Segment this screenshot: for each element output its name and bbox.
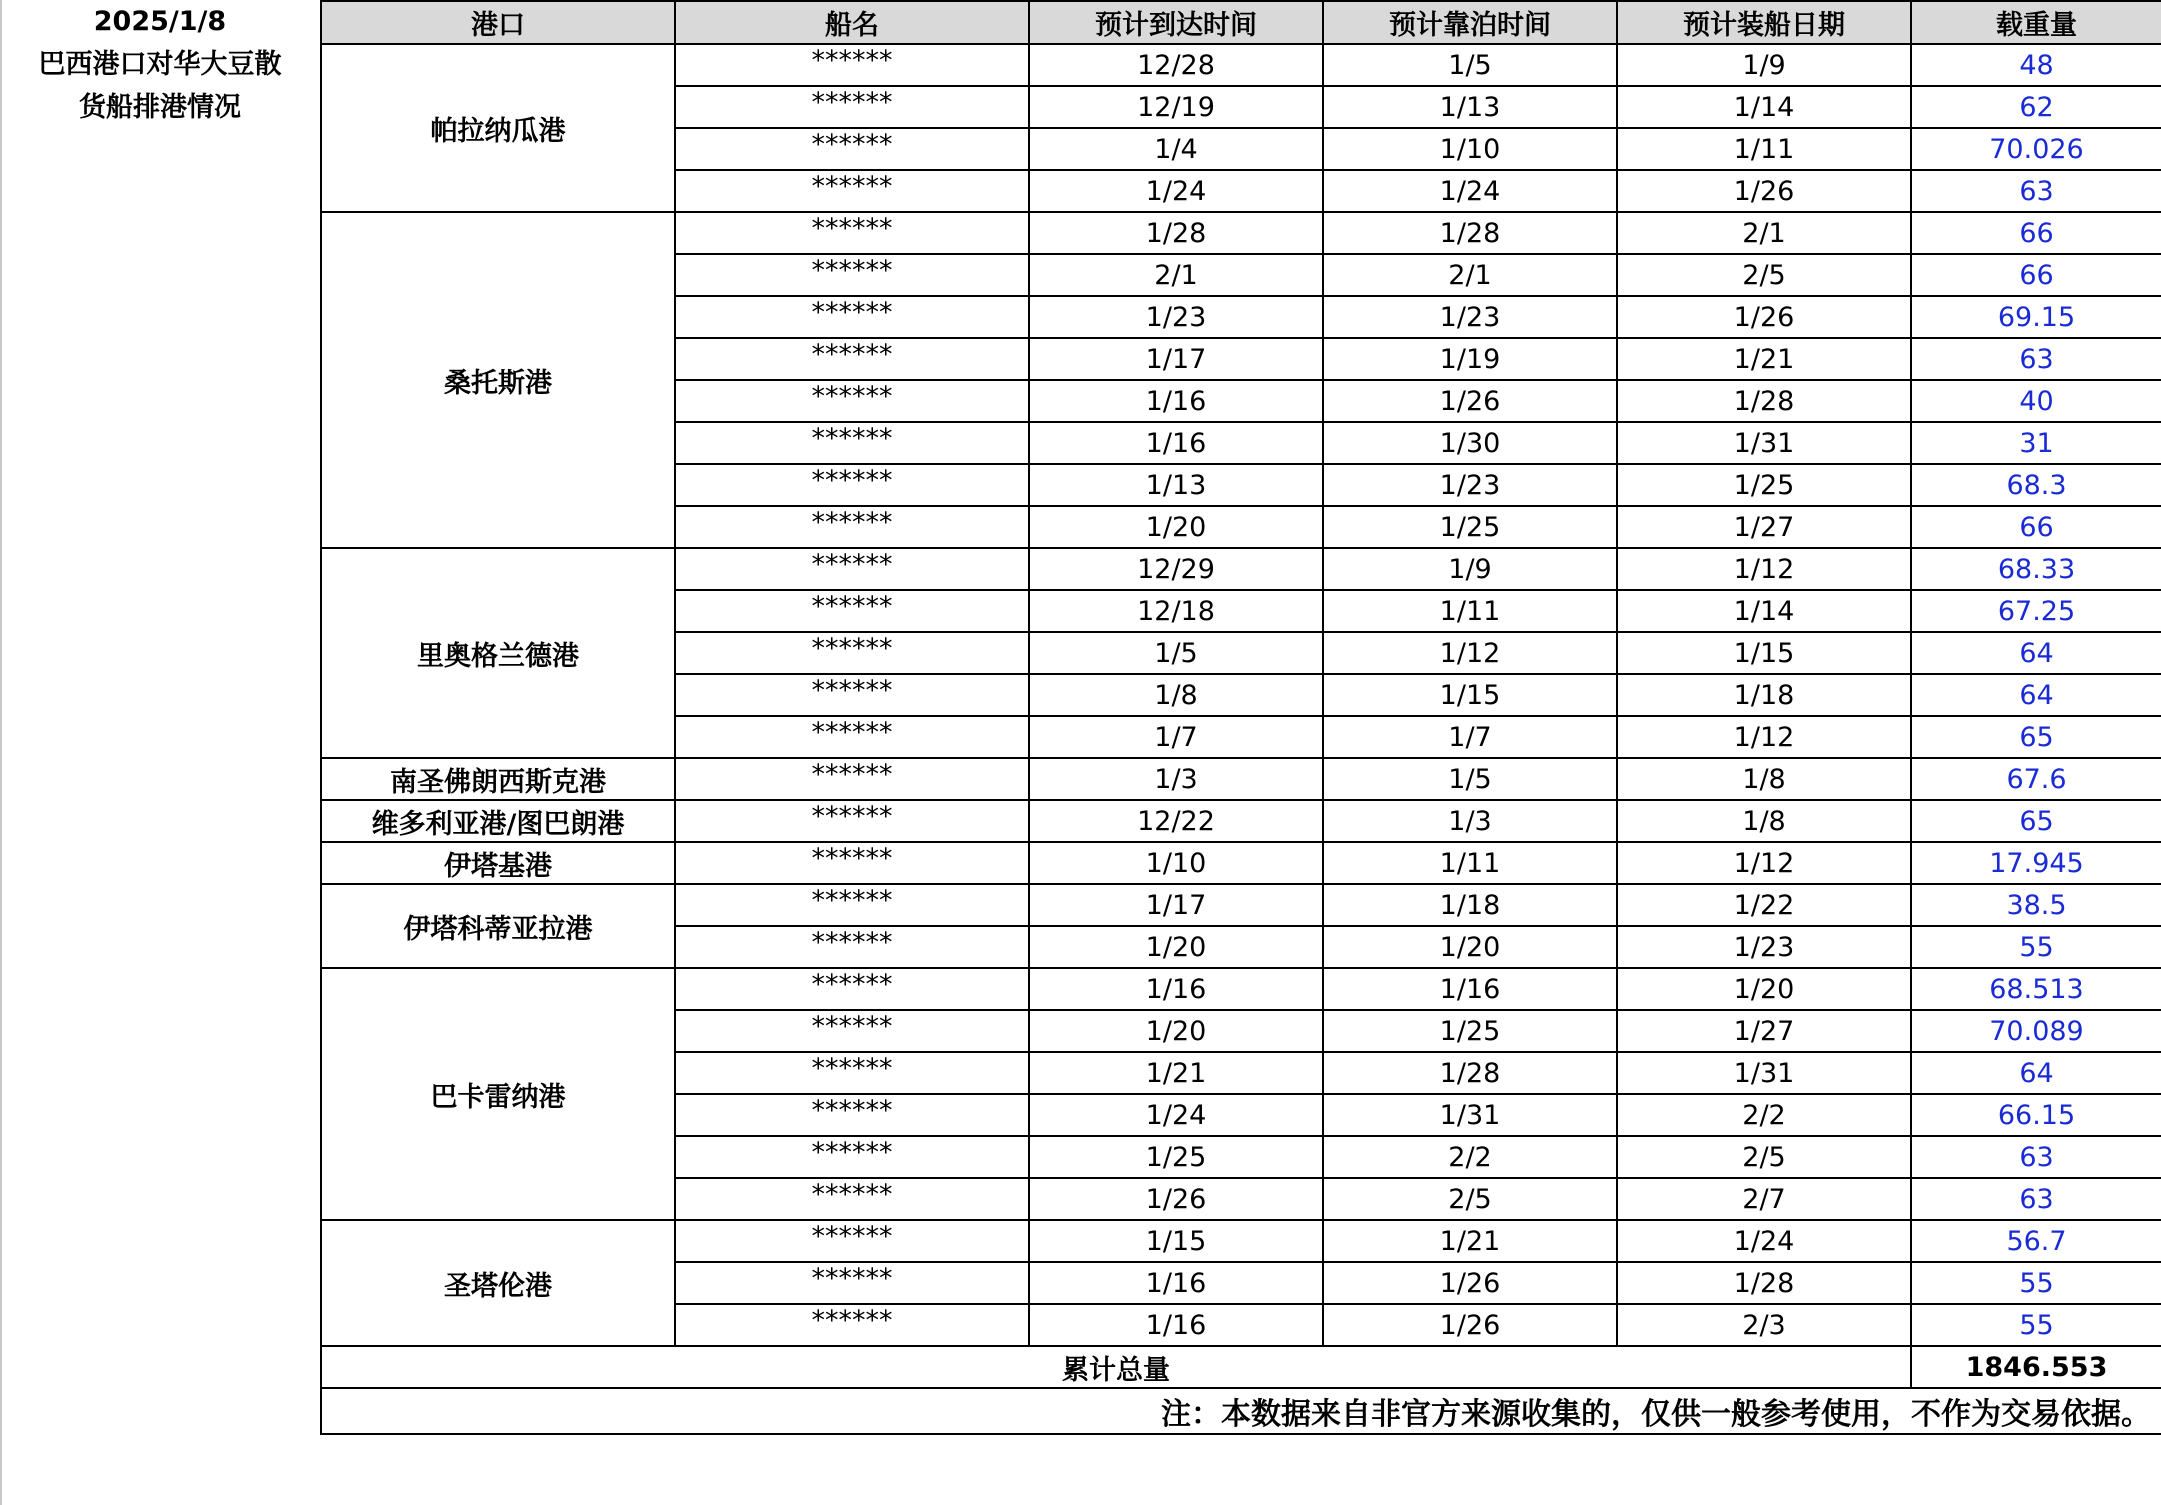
load-weight-cell[interactable]: 63 — [1911, 1178, 2161, 1220]
berthing-cell[interactable]: 1/28 — [1323, 1052, 1617, 1094]
berthing-cell[interactable]: 1/7 — [1323, 716, 1617, 758]
berthing-cell[interactable]: 1/23 — [1323, 296, 1617, 338]
loading-date-cell[interactable]: 1/27 — [1617, 506, 1911, 548]
loading-date-cell[interactable]: 1/12 — [1617, 716, 1911, 758]
eta-cell[interactable]: 1/5 — [1029, 632, 1323, 674]
load-weight-cell[interactable]: 63 — [1911, 170, 2161, 212]
berthing-cell[interactable]: 1/5 — [1323, 758, 1617, 800]
port-name-cell[interactable]: 巴卡雷纳港 — [321, 968, 675, 1220]
berthing-cell[interactable]: 1/13 — [1323, 86, 1617, 128]
loading-date-cell[interactable]: 1/31 — [1617, 422, 1911, 464]
load-weight-cell[interactable]: 63 — [1911, 1136, 2161, 1178]
ship-name-cell[interactable]: ****** — [675, 1010, 1029, 1052]
title-date: 2025/1/8 — [93, 6, 227, 37]
table-row — [321, 212, 2161, 254]
header-load-weight[interactable]: 载重量 — [1911, 1, 2161, 44]
ship-name-cell[interactable]: ****** — [675, 1220, 1029, 1262]
eta-cell[interactable]: 1/16 — [1029, 380, 1323, 422]
loading-date-cell[interactable]: 1/31 — [1617, 1052, 1911, 1094]
loading-date-cell[interactable]: 1/9 — [1617, 44, 1911, 86]
ship-name-cell[interactable]: ****** — [675, 590, 1029, 632]
eta-cell[interactable]: 1/17 — [1029, 884, 1323, 926]
title-line-1: 巴西港口对华大豆散 — [38, 49, 282, 80]
sheet-left-edge — [0, 0, 2, 1505]
ship-name-cell[interactable]: ****** — [675, 632, 1029, 674]
port-name-cell[interactable]: 伊塔科蒂亚拉港 — [321, 884, 675, 968]
berthing-cell[interactable]: 1/18 — [1323, 884, 1617, 926]
berthing-cell[interactable]: 1/20 — [1323, 926, 1617, 968]
loading-date-cell[interactable]: 1/14 — [1617, 86, 1911, 128]
berthing-cell[interactable]: 1/16 — [1323, 968, 1617, 1010]
berthing-cell[interactable]: 1/9 — [1323, 548, 1617, 590]
loading-date-cell[interactable]: 2/7 — [1617, 1178, 1911, 1220]
load-weight-cell[interactable]: 65 — [1911, 716, 2161, 758]
eta-cell[interactable]: 1/20 — [1029, 506, 1323, 548]
ship-name-cell[interactable]: ****** — [675, 464, 1029, 506]
ship-name-cell[interactable]: ****** — [675, 716, 1029, 758]
ship-name-cell[interactable]: ****** — [675, 422, 1029, 464]
load-weight-cell[interactable]: 56.7 — [1911, 1220, 2161, 1262]
loading-date-cell[interactable]: 1/21 — [1617, 338, 1911, 380]
eta-cell[interactable]: 1/20 — [1029, 926, 1323, 968]
ship-name-cell[interactable]: ****** — [675, 44, 1029, 86]
header-loading-date[interactable]: 预计装船日期 — [1617, 1, 1911, 44]
berthing-cell[interactable]: 1/19 — [1323, 338, 1617, 380]
ship-name-cell[interactable]: ****** — [675, 800, 1029, 842]
ship-name-cell[interactable]: ****** — [675, 296, 1029, 338]
table-row — [321, 548, 2161, 590]
load-weight-cell[interactable]: 68.33 — [1911, 548, 2161, 590]
berthing-cell[interactable]: 1/5 — [1323, 44, 1617, 86]
table-row — [321, 884, 2161, 926]
loading-date-cell[interactable]: 1/18 — [1617, 674, 1911, 716]
load-weight-cell[interactable]: 63 — [1911, 338, 2161, 380]
table-row — [321, 1220, 2161, 1262]
title-line-2: 货船排港情况 — [79, 92, 241, 123]
berthing-cell[interactable]: 1/24 — [1323, 170, 1617, 212]
loading-date-cell[interactable]: 1/25 — [1617, 464, 1911, 506]
loading-date-cell[interactable]: 1/28 — [1617, 380, 1911, 422]
load-weight-cell[interactable]: 68.513 — [1911, 968, 2161, 1010]
load-weight-cell[interactable]: 66 — [1911, 212, 2161, 254]
loading-date-cell[interactable]: 1/15 — [1617, 632, 1911, 674]
loading-date-cell[interactable]: 1/14 — [1617, 590, 1911, 632]
berthing-cell[interactable]: 2/1 — [1323, 254, 1617, 296]
load-weight-cell[interactable]: 69.15 — [1911, 296, 2161, 338]
ship-name-cell[interactable]: ****** — [675, 758, 1029, 800]
load-weight-cell[interactable]: 64 — [1911, 1052, 2161, 1094]
header-port[interactable]: 港口 — [321, 1, 675, 44]
loading-date-cell[interactable]: 1/23 — [1617, 926, 1911, 968]
eta-cell[interactable]: 1/16 — [1029, 422, 1323, 464]
eta-cell[interactable]: 1/16 — [1029, 1262, 1323, 1304]
eta-cell[interactable]: 1/24 — [1029, 1094, 1323, 1136]
ship-name-cell[interactable]: ****** — [675, 926, 1029, 968]
header-eta[interactable]: 预计到达时间 — [1029, 1, 1323, 44]
eta-cell[interactable]: 1/8 — [1029, 674, 1323, 716]
header-berthing[interactable]: 预计靠泊时间 — [1323, 1, 1617, 44]
ship-name-cell[interactable]: ****** — [675, 1052, 1029, 1094]
footnote[interactable]: 注：本数据来自非官方来源收集的，仅供一般参考使用，不作为交易依据。 — [321, 1388, 2161, 1434]
loading-date-cell[interactable]: 1/8 — [1617, 800, 1911, 842]
loading-date-cell[interactable]: 1/24 — [1617, 1220, 1911, 1262]
eta-cell[interactable]: 1/4 — [1029, 128, 1323, 170]
loading-date-cell[interactable]: 1/26 — [1617, 296, 1911, 338]
loading-date-cell[interactable]: 1/11 — [1617, 128, 1911, 170]
eta-cell[interactable]: 1/16 — [1029, 968, 1323, 1010]
load-weight-cell[interactable]: 38.5 — [1911, 884, 2161, 926]
table-row — [321, 842, 2161, 884]
eta-cell[interactable]: 1/7 — [1029, 716, 1323, 758]
header-row — [321, 1, 2161, 44]
berthing-cell[interactable]: 1/12 — [1323, 632, 1617, 674]
table-row — [321, 968, 2161, 1010]
header-ship-name[interactable]: 船名 — [675, 1, 1029, 44]
load-weight-cell[interactable]: 64 — [1911, 632, 2161, 674]
berthing-cell[interactable]: 1/10 — [1323, 128, 1617, 170]
berthing-cell[interactable]: 1/30 — [1323, 422, 1617, 464]
load-weight-cell[interactable]: 66 — [1911, 506, 2161, 548]
berthing-cell[interactable]: 1/11 — [1323, 842, 1617, 884]
ship-name-cell[interactable]: ****** — [675, 170, 1029, 212]
ship-name-cell[interactable]: ****** — [675, 1094, 1029, 1136]
berthing-cell[interactable]: 1/26 — [1323, 1304, 1617, 1346]
eta-cell[interactable]: 1/10 — [1029, 842, 1323, 884]
loading-date-cell[interactable]: 1/8 — [1617, 758, 1911, 800]
eta-cell[interactable]: 1/17 — [1029, 338, 1323, 380]
load-weight-cell[interactable]: 70.089 — [1911, 1010, 2161, 1052]
ship-name-cell[interactable]: ****** — [675, 1304, 1029, 1346]
ship-name-cell[interactable]: ****** — [675, 548, 1029, 590]
loading-date-cell[interactable]: 1/28 — [1617, 1262, 1911, 1304]
ship-name-cell[interactable]: ****** — [675, 968, 1029, 1010]
port-name-cell[interactable]: 桑托斯港 — [321, 212, 675, 548]
berthing-cell[interactable]: 1/23 — [1323, 464, 1617, 506]
eta-cell[interactable]: 1/20 — [1029, 1010, 1323, 1052]
berthing-cell[interactable]: 1/25 — [1323, 1010, 1617, 1052]
eta-cell[interactable]: 1/3 — [1029, 758, 1323, 800]
port-name-cell[interactable]: 南圣佛朗西斯克港 — [321, 758, 675, 800]
loading-date-cell[interactable]: 1/12 — [1617, 548, 1911, 590]
eta-cell[interactable]: 1/25 — [1029, 1136, 1323, 1178]
eta-cell[interactable]: 12/19 — [1029, 86, 1323, 128]
eta-cell[interactable]: 12/29 — [1029, 548, 1323, 590]
ship-name-cell[interactable]: ****** — [675, 1178, 1029, 1220]
berthing-cell[interactable]: 1/21 — [1323, 1220, 1617, 1262]
ship-name-cell[interactable]: ****** — [675, 506, 1029, 548]
berthing-cell[interactable]: 1/31 — [1323, 1094, 1617, 1136]
load-weight-cell[interactable]: 68.3 — [1911, 464, 2161, 506]
eta-cell[interactable]: 1/16 — [1029, 1304, 1323, 1346]
load-weight-cell[interactable]: 65 — [1911, 800, 2161, 842]
load-weight-cell[interactable]: 62 — [1911, 86, 2161, 128]
total-label[interactable]: 累计总量 — [321, 1346, 1911, 1388]
ship-name-cell[interactable]: ****** — [675, 128, 1029, 170]
note-row — [321, 1388, 2161, 1434]
port-name-cell[interactable]: 维多利亚港/图巴朗港 — [321, 800, 675, 842]
port-name-cell[interactable]: 里奥格兰德港 — [321, 548, 675, 758]
berthing-cell[interactable]: 1/26 — [1323, 1262, 1617, 1304]
load-weight-cell[interactable]: 67.25 — [1911, 590, 2161, 632]
berthing-cell[interactable]: 1/11 — [1323, 590, 1617, 632]
total-value[interactable]: 1846.553 — [1911, 1346, 2161, 1388]
ship-name-cell[interactable]: ****** — [675, 842, 1029, 884]
eta-cell[interactable]: 1/13 — [1029, 464, 1323, 506]
loading-date-cell[interactable]: 2/5 — [1617, 254, 1911, 296]
table-body — [321, 44, 2161, 1346]
berthing-cell[interactable]: 1/25 — [1323, 506, 1617, 548]
load-weight-cell[interactable]: 55 — [1911, 1304, 2161, 1346]
ship-name-cell[interactable]: ****** — [675, 1136, 1029, 1178]
load-weight-cell[interactable]: 55 — [1911, 926, 2161, 968]
berthing-cell[interactable]: 1/3 — [1323, 800, 1617, 842]
ship-name-cell[interactable]: ****** — [675, 1262, 1029, 1304]
eta-cell[interactable]: 2/1 — [1029, 254, 1323, 296]
ship-name-cell[interactable]: ****** — [675, 674, 1029, 716]
loading-date-cell[interactable]: 1/12 — [1617, 842, 1911, 884]
load-weight-cell[interactable]: 40 — [1911, 380, 2161, 422]
port-name-cell[interactable]: 帕拉纳瓜港 — [321, 44, 675, 212]
loading-date-cell[interactable]: 1/20 — [1617, 968, 1911, 1010]
loading-date-cell[interactable]: 2/5 — [1617, 1136, 1911, 1178]
berthing-cell[interactable]: 1/26 — [1323, 380, 1617, 422]
table-row — [321, 800, 2161, 842]
eta-cell[interactable]: 1/26 — [1029, 1178, 1323, 1220]
ship-name-cell[interactable]: ****** — [675, 212, 1029, 254]
berthing-cell[interactable]: 1/15 — [1323, 674, 1617, 716]
load-weight-cell[interactable]: 66 — [1911, 254, 2161, 296]
load-weight-cell[interactable]: 66.15 — [1911, 1094, 2161, 1136]
port-name-cell[interactable]: 圣塔伦港 — [321, 1220, 675, 1346]
loading-date-cell[interactable]: 1/22 — [1617, 884, 1911, 926]
ship-name-cell[interactable]: ****** — [675, 884, 1029, 926]
berthing-cell[interactable]: 2/5 — [1323, 1178, 1617, 1220]
loading-date-cell[interactable]: 1/27 — [1617, 1010, 1911, 1052]
table-row — [321, 44, 2161, 86]
eta-cell[interactable]: 1/21 — [1029, 1052, 1323, 1094]
ship-name-cell[interactable]: ****** — [675, 254, 1029, 296]
eta-cell[interactable]: 1/28 — [1029, 212, 1323, 254]
ship-name-cell[interactable]: ****** — [675, 86, 1029, 128]
eta-cell[interactable]: 1/24 — [1029, 170, 1323, 212]
load-weight-cell[interactable]: 70.026 — [1911, 128, 2161, 170]
sheet-title — [0, 0, 320, 140]
load-weight-cell[interactable]: 31 — [1911, 422, 2161, 464]
load-weight-cell[interactable]: 17.945 — [1911, 842, 2161, 884]
eta-cell[interactable]: 1/15 — [1029, 1220, 1323, 1262]
load-weight-cell[interactable]: 48 — [1911, 44, 2161, 86]
total-row — [321, 1346, 2161, 1388]
ship-name-cell[interactable]: ****** — [675, 338, 1029, 380]
loading-date-cell[interactable]: 1/26 — [1617, 170, 1911, 212]
berthing-cell[interactable]: 1/28 — [1323, 212, 1617, 254]
loading-date-cell[interactable]: 2/2 — [1617, 1094, 1911, 1136]
load-weight-cell[interactable]: 55 — [1911, 1262, 2161, 1304]
eta-cell[interactable]: 12/22 — [1029, 800, 1323, 842]
eta-cell[interactable]: 12/28 — [1029, 44, 1323, 86]
eta-cell[interactable]: 12/18 — [1029, 590, 1323, 632]
berthing-cell[interactable]: 2/2 — [1323, 1136, 1617, 1178]
loading-date-cell[interactable]: 2/1 — [1617, 212, 1911, 254]
load-weight-cell[interactable]: 67.6 — [1911, 758, 2161, 800]
ship-name-cell[interactable]: ****** — [675, 380, 1029, 422]
table-row — [321, 758, 2161, 800]
load-weight-cell[interactable]: 64 — [1911, 674, 2161, 716]
vessel-lineup-table — [320, 0, 2161, 1435]
eta-cell[interactable]: 1/23 — [1029, 296, 1323, 338]
loading-date-cell[interactable]: 2/3 — [1617, 1304, 1911, 1346]
port-name-cell[interactable]: 伊塔基港 — [321, 842, 675, 884]
